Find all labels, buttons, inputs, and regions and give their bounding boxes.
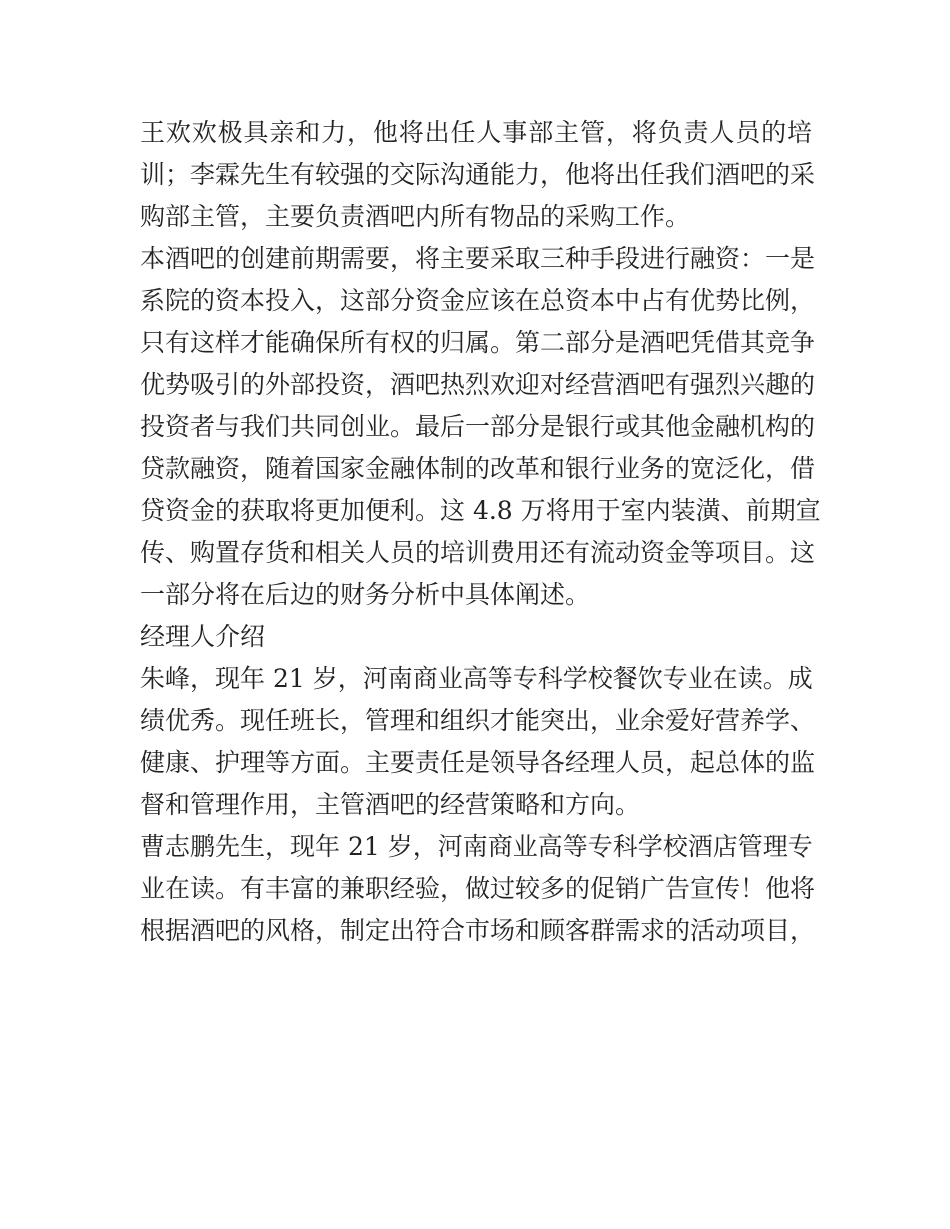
- text-line: 根据酒吧的风格，制定出符合市场和顾客群需求的活动项目，: [140, 916, 816, 945]
- paragraph-zhu-feng: [140, 658, 816, 826]
- text-line: 王欢欢极具亲和力，他将出任人事部主管，将负责人员的培: [140, 118, 812, 147]
- text-line: 本酒吧的创建前期需要，将主要采取三种手段进行融资：一是: [140, 244, 816, 273]
- text-line: 系院的资本投入，这部分资金应该在总资本中占有优势比例，: [140, 286, 816, 315]
- text-line: 优势吸引的外部投资，酒吧热烈欢迎对经营酒吧有强烈兴趣的: [140, 370, 816, 399]
- text-line: 贷资金的获取将更加便利。这 4.8 万将用于室内装潢、前期宣: [140, 496, 821, 525]
- text-line: 曹志鹏先生，现年 21 岁，河南商业高等专科学校酒店管理专: [140, 832, 813, 861]
- section-heading-manager-intro: [140, 616, 812, 658]
- document-body: [140, 112, 821, 952]
- text-line: 督和管理作用，主管酒吧的经营策略和方向。: [140, 790, 641, 819]
- text-line: 绩优秀。现任班长，管理和组织才能突出，业余爱好营养学、: [140, 706, 816, 735]
- text-line: 健康、护理等方面。主要责任是领导各经理人员，起总体的监: [140, 748, 816, 777]
- text-line: 业在读。有丰富的兼职经验，做过较多的促销广告宣传！他将: [140, 874, 816, 903]
- text-line: 朱峰，现年 21 岁，河南商业高等专科学校餐饮专业在读。成: [140, 664, 813, 693]
- paragraph-financing: [140, 238, 821, 616]
- text-line: 购部主管，主要负责酒吧内所有物品的采购工作。: [140, 202, 691, 231]
- text-line: 投资者与我们共同创业。最后一部分是银行或其他金融机构的: [140, 412, 816, 441]
- paragraph-cao-zhipeng: [140, 826, 816, 952]
- paragraph-hr-intro: [140, 112, 816, 238]
- text-line: 训；李霖先生有较强的交际沟通能力，他将出任我们酒吧的采: [140, 160, 816, 189]
- section-heading: 经理人介绍: [140, 622, 266, 651]
- text-line: 一部分将在后边的财务分析中具体阐述。: [140, 580, 591, 609]
- text-line: 传、购置存货和相关人员的培训费用还有流动资金等项目。这: [140, 538, 816, 567]
- text-line: 只有这样才能确保所有权的归属。第二部分是酒吧凭借其竞争: [140, 328, 816, 357]
- text-line: 贷款融资，随着国家金融体制的改革和银行业务的宽泛化，借: [140, 454, 816, 483]
